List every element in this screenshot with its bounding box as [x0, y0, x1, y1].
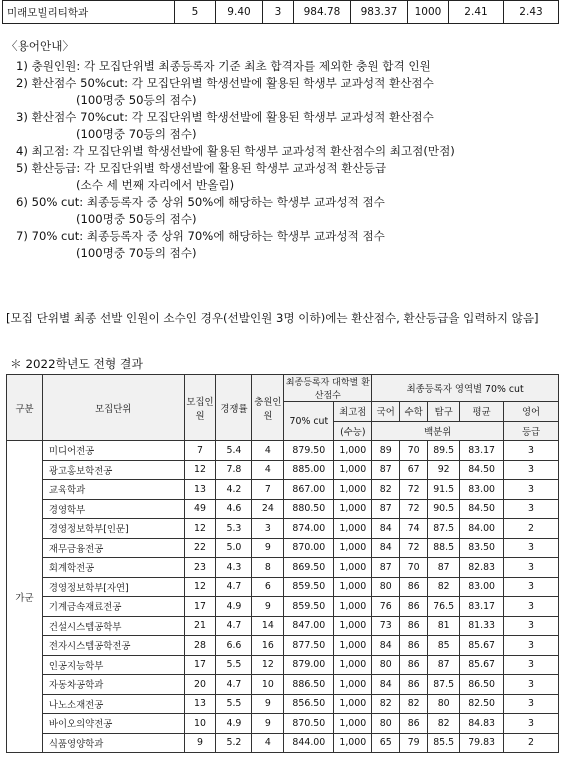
table-cell: 9 — [184, 733, 216, 753]
header-cut70: 70% cut — [284, 402, 334, 441]
table-cell: 21 — [184, 616, 216, 636]
table-cell: 7.8 — [216, 460, 252, 480]
table-cell: 86 — [400, 655, 428, 675]
table-cell: 1,000 — [334, 597, 372, 617]
table-cell: 84.50 — [460, 499, 504, 519]
table-cell: 3 — [504, 480, 559, 500]
table-cell: 80 — [428, 694, 460, 714]
unit-name: 나노소재전공 — [42, 694, 184, 714]
table-cell: 5.2 — [216, 733, 252, 753]
glossary-item: 7) 70% cut: 최종등록자 중 상위 70%에 해당하는 학생부 교과성적 점수 — [16, 229, 385, 243]
table-cell: 3 — [504, 460, 559, 480]
table-cell: 72 — [400, 538, 428, 558]
header-inq: 탐구 — [428, 402, 460, 422]
header-max-sub: (수능) — [334, 421, 372, 441]
table-cell: 86 — [400, 597, 428, 617]
table-cell: 1,000 — [334, 636, 372, 656]
table-cell: 20 — [184, 675, 216, 695]
top-row-table — [2, 0, 559, 24]
table-cell: 82 — [428, 577, 460, 597]
glossary-item: 2) 환산점수 50%cut: 각 모집단위별 학생선발에 활용된 학생부 교과성적 환산점수 — [16, 76, 434, 90]
unit-name: 회계학전공 — [42, 558, 184, 578]
glossary-item-note: (100명중 50등의 점수) — [76, 93, 197, 107]
table-cell: 24 — [252, 499, 284, 519]
table-cell: 67 — [400, 460, 428, 480]
table-cell: 84.83 — [460, 714, 504, 734]
table-cell: 847.00 — [284, 616, 334, 636]
table-row — [7, 616, 559, 636]
table-cell: 5.3 — [216, 519, 252, 539]
table-cell: 4.7 — [216, 675, 252, 695]
unit-name: 광고홍보학전공 — [42, 460, 184, 480]
table-row — [7, 636, 559, 656]
table-cell: 870.00 — [284, 538, 334, 558]
cell: 2.41 — [449, 1, 504, 24]
table-cell: 86 — [400, 616, 428, 636]
table-cell: 87 — [428, 655, 460, 675]
header-avg: 평균 — [460, 402, 504, 422]
table-cell: 82 — [400, 694, 428, 714]
table-cell: 12 — [184, 460, 216, 480]
table-cell: 86 — [400, 714, 428, 734]
unit-name: 바이오의약전공 — [42, 714, 184, 734]
table-row — [7, 597, 559, 617]
table-cell: 87.5 — [428, 519, 460, 539]
table-cell: 4.9 — [216, 597, 252, 617]
notice-text: [모집 단위별 최종 선발 인원이 소수인 경우(선발인원 3명 이하)에는 환산점수, 환산등급을 입력하지 않음] — [6, 311, 539, 325]
table-cell: 70 — [400, 441, 428, 461]
unit-name: 교육학과 — [42, 480, 184, 500]
header-score-group: 최종등록자 대학별 환산점수 — [284, 375, 372, 402]
table-cell: 1,000 — [334, 519, 372, 539]
table-cell: 10 — [252, 675, 284, 695]
table-cell: 3 — [504, 655, 559, 675]
table-cell: 3 — [504, 714, 559, 734]
header-unit: 모집단위 — [42, 375, 184, 441]
table-cell: 83.17 — [460, 441, 504, 461]
table-cell: 3 — [504, 499, 559, 519]
table-cell: 2 — [504, 519, 559, 539]
table-cell: 70 — [400, 558, 428, 578]
cell: 3 — [263, 1, 294, 24]
table-cell: 84.00 — [460, 519, 504, 539]
table-cell: 1,000 — [334, 499, 372, 519]
table-cell: 9 — [252, 694, 284, 714]
cell: 9.40 — [216, 1, 263, 24]
table-cell: 9 — [252, 714, 284, 734]
cell: 5 — [175, 1, 216, 24]
table-row — [7, 538, 559, 558]
table-cell: 1,000 — [334, 577, 372, 597]
table-cell: 880.50 — [284, 499, 334, 519]
unit-name: 건설시스템공학부 — [42, 616, 184, 636]
table-cell: 82.50 — [460, 694, 504, 714]
header-percentile: 백분위 — [372, 421, 504, 441]
cell: 1000 — [408, 1, 449, 24]
table-cell: 856.50 — [284, 694, 334, 714]
results-table — [6, 374, 559, 753]
table-cell: 85 — [428, 636, 460, 656]
table-cell: 886.50 — [284, 675, 334, 695]
table-cell: 3 — [504, 597, 559, 617]
unit-name: 경영학부 — [42, 499, 184, 519]
table-row — [7, 499, 559, 519]
table-cell: 877.50 — [284, 636, 334, 656]
table-cell: 87 — [372, 499, 400, 519]
table-cell: 16 — [252, 636, 284, 656]
table-cell: 12 — [184, 519, 216, 539]
glossary-title: 〈용어안내〉 — [6, 39, 74, 53]
glossary — [6, 36, 558, 262]
table-cell: 3 — [504, 636, 559, 656]
table-cell: 859.50 — [284, 597, 334, 617]
table-cell: 6.6 — [216, 636, 252, 656]
table-row — [3, 1, 559, 24]
header-quota: 모집인원 — [184, 375, 216, 441]
table-row — [7, 577, 559, 597]
table-cell: 81.33 — [460, 616, 504, 636]
table-cell: 4.7 — [216, 577, 252, 597]
table-cell: 9 — [252, 538, 284, 558]
table-row — [7, 694, 559, 714]
table-cell: 49 — [184, 499, 216, 519]
header-rate: 경쟁률 — [216, 375, 252, 441]
table-cell: 80 — [372, 655, 400, 675]
glossary-item-note: (100명중 50등의 점수) — [76, 212, 197, 226]
table-cell: 1,000 — [334, 558, 372, 578]
table-cell: 85.5 — [428, 733, 460, 753]
table-cell: 83.00 — [460, 577, 504, 597]
glossary-item-note: (100명중 70등의 점수) — [76, 246, 197, 260]
table-cell: 12 — [252, 655, 284, 675]
table-cell: 82 — [372, 694, 400, 714]
table-cell: 5.0 — [216, 538, 252, 558]
table-cell: 90.5 — [428, 499, 460, 519]
table-cell: 80 — [372, 714, 400, 734]
table-cell: 65 — [372, 733, 400, 753]
table-cell: 4.2 — [216, 480, 252, 500]
table-cell: 3 — [504, 538, 559, 558]
table-cell: 84.50 — [460, 460, 504, 480]
table-cell: 1,000 — [334, 694, 372, 714]
table-cell: 1,000 — [334, 538, 372, 558]
table-cell: 3 — [504, 558, 559, 578]
table-cell: 86 — [400, 636, 428, 656]
table-cell: 84 — [372, 538, 400, 558]
table-row — [7, 655, 559, 675]
table-cell: 83.00 — [460, 480, 504, 500]
table-cell: 91.5 — [428, 480, 460, 500]
table-cell: 72 — [400, 480, 428, 500]
table-cell: 5.5 — [216, 655, 252, 675]
cell: 984.78 — [294, 1, 351, 24]
table-cell: 859.50 — [284, 577, 334, 597]
table-cell: 22 — [184, 538, 216, 558]
table-cell: 5.4 — [216, 441, 252, 461]
table-row — [7, 733, 559, 753]
glossary-item: 4) 최고점: 각 모집단위별 학생선발에 활용된 학생부 교과성적 환산점수의 최고점(만점) — [16, 144, 455, 158]
unit-name: 미디어전공 — [42, 441, 184, 461]
table-cell: 74 — [400, 519, 428, 539]
table-cell: 879.50 — [284, 441, 334, 461]
section-title: ＊ 2022학년도 전형 결과 — [10, 357, 143, 371]
table-cell: 3 — [504, 441, 559, 461]
table-cell: 1,000 — [334, 460, 372, 480]
table-row — [7, 441, 559, 461]
table-cell: 83.17 — [460, 597, 504, 617]
table-cell: 1,000 — [334, 480, 372, 500]
table-cell: 5.5 — [216, 694, 252, 714]
table-cell: 23 — [184, 558, 216, 578]
table-row — [7, 460, 559, 480]
table-cell: 3 — [504, 694, 559, 714]
table-cell: 17 — [184, 655, 216, 675]
table-cell: 84 — [372, 519, 400, 539]
table-cell: 4 — [252, 460, 284, 480]
table-cell: 6 — [252, 577, 284, 597]
header-max: 최고점 — [334, 402, 372, 422]
glossary-item: 1) 충원인원: 각 모집단위별 최종등록자 기준 최초 합격자를 제외한 충원 합격 인원 — [16, 59, 431, 73]
header-group: 구분 — [7, 375, 43, 441]
table-cell: 4 — [252, 441, 284, 461]
table-cell: 7 — [184, 441, 216, 461]
unit-name: 전자시스템공학전공 — [42, 636, 184, 656]
table-cell: 3 — [504, 577, 559, 597]
unit-name: 인공지능학부 — [42, 655, 184, 675]
table-cell: 89.5 — [428, 441, 460, 461]
glossary-item: 6) 50% cut: 최종등록자 중 상위 50%에 해당하는 학생부 교과성적 점수 — [16, 195, 385, 209]
table-cell: 10 — [184, 714, 216, 734]
table-cell: 4.6 — [216, 499, 252, 519]
unit-name: 미래모빌리티학과 — [3, 1, 175, 24]
table-row — [7, 675, 559, 695]
table-row — [7, 519, 559, 539]
table-cell: 84 — [372, 636, 400, 656]
table-cell: 874.00 — [284, 519, 334, 539]
table-cell: 86.50 — [460, 675, 504, 695]
table-cell: 8 — [252, 558, 284, 578]
table-row — [7, 558, 559, 578]
header-fill: 충원인원 — [252, 375, 284, 441]
group-label: 가군 — [7, 441, 43, 753]
table-cell: 1,000 — [334, 675, 372, 695]
table-cell: 83.50 — [460, 538, 504, 558]
header-area-group: 최종등록자 영역별 70% cut — [372, 375, 559, 402]
table-cell: 1,000 — [334, 714, 372, 734]
cell: 983.37 — [351, 1, 408, 24]
table-cell: 1,000 — [334, 733, 372, 753]
table-cell: 73 — [372, 616, 400, 636]
table-cell: 84 — [372, 675, 400, 695]
header-eng: 영어 — [504, 402, 559, 422]
glossary-item: 3) 환산점수 70%cut: 각 모집단위별 학생선발에 활용된 학생부 교과성적 환산점수 — [16, 110, 434, 124]
table-cell: 869.50 — [284, 558, 334, 578]
header-math: 수학 — [400, 402, 428, 422]
header-kor: 국어 — [372, 402, 400, 422]
table-cell: 79.83 — [460, 733, 504, 753]
table-cell: 870.50 — [284, 714, 334, 734]
glossary-list — [6, 58, 558, 262]
table-cell: 76.5 — [428, 597, 460, 617]
table-cell: 80 — [372, 577, 400, 597]
table-cell: 87 — [372, 460, 400, 480]
table-cell: 87 — [372, 558, 400, 578]
unit-name: 자동차공학과 — [42, 675, 184, 695]
glossary-item-note: (100명중 70등의 점수) — [76, 127, 197, 141]
table-cell: 1,000 — [334, 441, 372, 461]
table-cell: 4.3 — [216, 558, 252, 578]
table-cell: 92 — [428, 460, 460, 480]
table-cell: 1,000 — [334, 616, 372, 636]
table-cell: 885.00 — [284, 460, 334, 480]
table-cell: 81 — [428, 616, 460, 636]
table-cell: 9 — [252, 597, 284, 617]
table-cell: 4 — [252, 733, 284, 753]
table-cell: 4.7 — [216, 616, 252, 636]
table-cell: 89 — [372, 441, 400, 461]
unit-name: 재무금융전공 — [42, 538, 184, 558]
unit-name: 식품영양학과 — [42, 733, 184, 753]
table-cell: 82 — [428, 714, 460, 734]
table-cell: 85.67 — [460, 636, 504, 656]
unit-name: 경영정보학부[인문] — [42, 519, 184, 539]
table-cell: 82 — [372, 480, 400, 500]
table-cell: 844.00 — [284, 733, 334, 753]
table-cell: 76 — [372, 597, 400, 617]
table-cell: 85.67 — [460, 655, 504, 675]
glossary-item-note: (소수 세 번째 자리에서 반올림) — [76, 178, 235, 192]
table-cell: 28 — [184, 636, 216, 656]
table-cell: 2 — [504, 733, 559, 753]
table-cell: 86 — [400, 675, 428, 695]
table-cell: 13 — [184, 480, 216, 500]
cell: 2.43 — [504, 1, 559, 24]
unit-name: 기계금속재료전공 — [42, 597, 184, 617]
glossary-item: 5) 환산등급: 각 모집단위별 학생선발에 활용된 학생부 교과성적 환산등급 — [16, 161, 387, 175]
header-eng-sub: 등급 — [504, 421, 559, 441]
table-cell: 72 — [400, 499, 428, 519]
table-row — [7, 480, 559, 500]
table-cell: 13 — [184, 694, 216, 714]
table-row — [7, 714, 559, 734]
table-cell: 87 — [428, 558, 460, 578]
table-cell: 4.9 — [216, 714, 252, 734]
table-cell: 3 — [504, 616, 559, 636]
table-cell: 87.5 — [428, 675, 460, 695]
table-cell: 879.00 — [284, 655, 334, 675]
table-cell: 86 — [400, 577, 428, 597]
table-cell: 7 — [252, 480, 284, 500]
table-cell: 1,000 — [334, 655, 372, 675]
table-cell: 3 — [252, 519, 284, 539]
table-cell: 79 — [400, 733, 428, 753]
unit-name: 경영정보학부[자연] — [42, 577, 184, 597]
table-cell: 12 — [184, 577, 216, 597]
table-cell: 82.83 — [460, 558, 504, 578]
table-cell: 17 — [184, 597, 216, 617]
table-cell: 867.00 — [284, 480, 334, 500]
table-cell: 3 — [504, 675, 559, 695]
table-cell: 88.5 — [428, 538, 460, 558]
table-cell: 14 — [252, 616, 284, 636]
